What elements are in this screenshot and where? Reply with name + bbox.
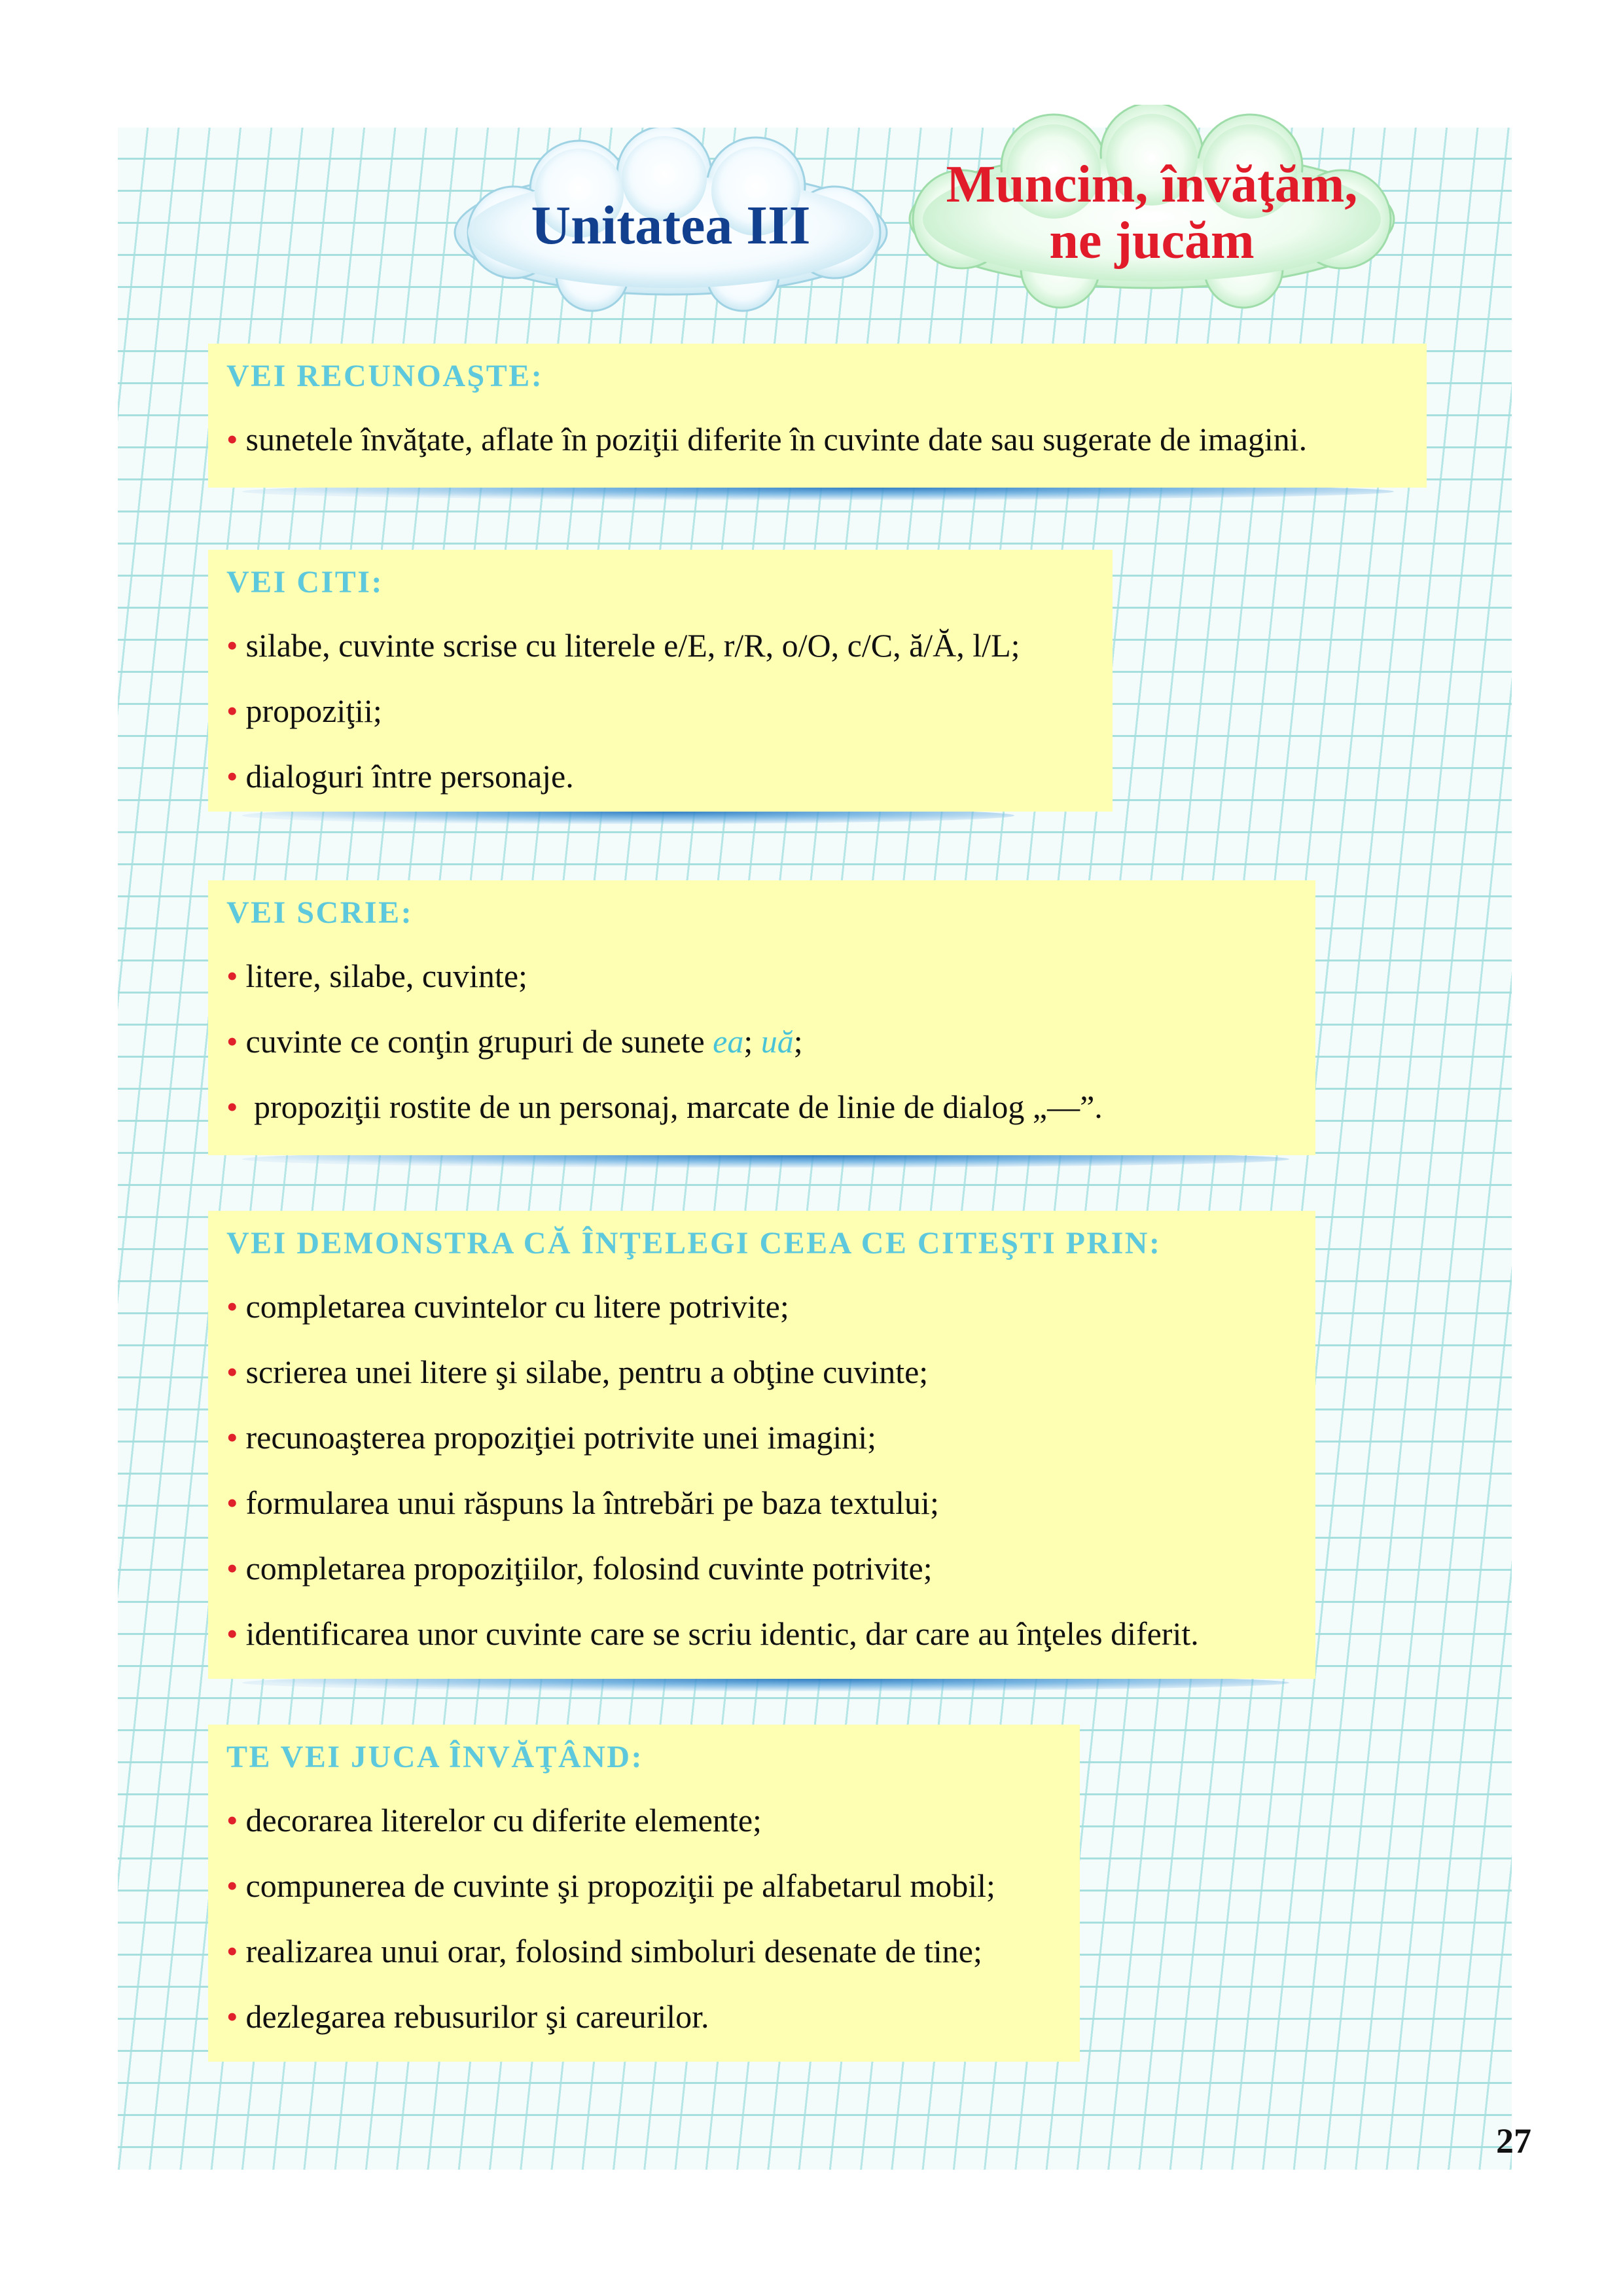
section-recunoaste (208, 344, 1427, 488)
list-item: • formularea unui răspuns la întrebări pe baza textului; (226, 1484, 939, 1521)
list-item: • litere, silabe, cuvinte; (226, 958, 527, 994)
bullet-icon: • (226, 627, 238, 664)
section-scrie (208, 880, 1315, 1155)
section-citi (208, 550, 1113, 812)
bullet-icon: • (226, 1867, 238, 1904)
bullet-icon: • (226, 421, 238, 457)
section-joc (208, 1725, 1080, 2062)
list-item: • cuvinte ce conţin grupuri de sunete ea; uă; (226, 1023, 803, 1060)
section-title: TE VEI JUCA ÎNVĂŢÂND: (226, 1740, 644, 1774)
list-item: • completarea cuvintelor cu litere potrivite; (226, 1288, 789, 1325)
unit-title-line2: ne jucăm (1049, 212, 1255, 270)
highlight-ua: uă (760, 1023, 794, 1060)
bullet-icon: • (226, 1998, 238, 2035)
list-item: • scrierea unei litere şi silabe, pentru a obţine cuvinte; (226, 1354, 929, 1390)
bullet-icon: • (226, 1933, 238, 1969)
list-item: • silabe, cuvinte scrise cu literele e/E, r/R, o/O, c/C, ă/Ă, l/L; (226, 627, 1020, 664)
unit-label: Unitatea III (531, 194, 811, 256)
unit-label-cloud (435, 128, 906, 324)
unit-title-line1: Muncim, învăţăm, (946, 155, 1358, 213)
section-title: VEI DEMONSTRA CĂ ÎNŢELEGI CEEA CE CITEŞTI PRIN: (226, 1226, 1162, 1261)
bullet-icon: • (226, 1419, 238, 1456)
unit-title-cloud (890, 105, 1414, 321)
bullet-icon: • (226, 1088, 238, 1125)
list-item: • dezlegarea rebusurilor şi careurilor. (226, 1998, 709, 2035)
list-item: • decorarea literelor cu diferite elemente; (226, 1802, 762, 1839)
bullet-icon: • (226, 1802, 238, 1839)
bullet-icon: • (226, 1550, 238, 1587)
list-item: • propoziţii rostite de un personaj, marcate de linie de dialog „—”. (226, 1088, 1103, 1125)
bullet-icon: • (226, 1354, 238, 1390)
section-title: VEI CITI: (226, 565, 383, 600)
bullet-icon: • (226, 1484, 238, 1521)
list-item: • identificarea unor cuvinte care se scriu identic, dar care au înţeles diferit. (226, 1615, 1199, 1652)
bullet-icon: • (226, 692, 238, 729)
list-item: • realizarea unui orar, folosind simboluri desenate de tine; (226, 1933, 982, 1969)
bullet-icon: • (226, 1288, 238, 1325)
list-item: • sunetele învăţate, aflate în poziţii diferite în cuvinte date sau sugerate de imagini. (226, 421, 1308, 457)
list-item: • completarea propoziţiilor, folosind cuvinte potrivite; (226, 1550, 933, 1587)
bullet-icon: • (226, 958, 238, 994)
list-item: • recunoaşterea propoziţiei potrivite unei imagini; (226, 1419, 877, 1456)
list-item: • propoziţii; (226, 692, 382, 729)
list-item: • dialoguri între personaje. (226, 758, 574, 795)
list-item: • compunerea de cuvinte şi propoziţii pe alfabetarul mobil; (226, 1867, 995, 1904)
highlight-ea: ea (713, 1023, 744, 1060)
section-title: VEI RECUNOAŞTE: (226, 359, 544, 393)
bullet-icon: • (226, 1615, 238, 1652)
section-demonstra (208, 1211, 1315, 1679)
bullet-icon: • (226, 1023, 238, 1060)
page-number: 27 (1496, 2121, 1531, 2161)
bullet-icon: • (226, 758, 238, 795)
section-title: VEI SCRIE: (226, 895, 414, 930)
